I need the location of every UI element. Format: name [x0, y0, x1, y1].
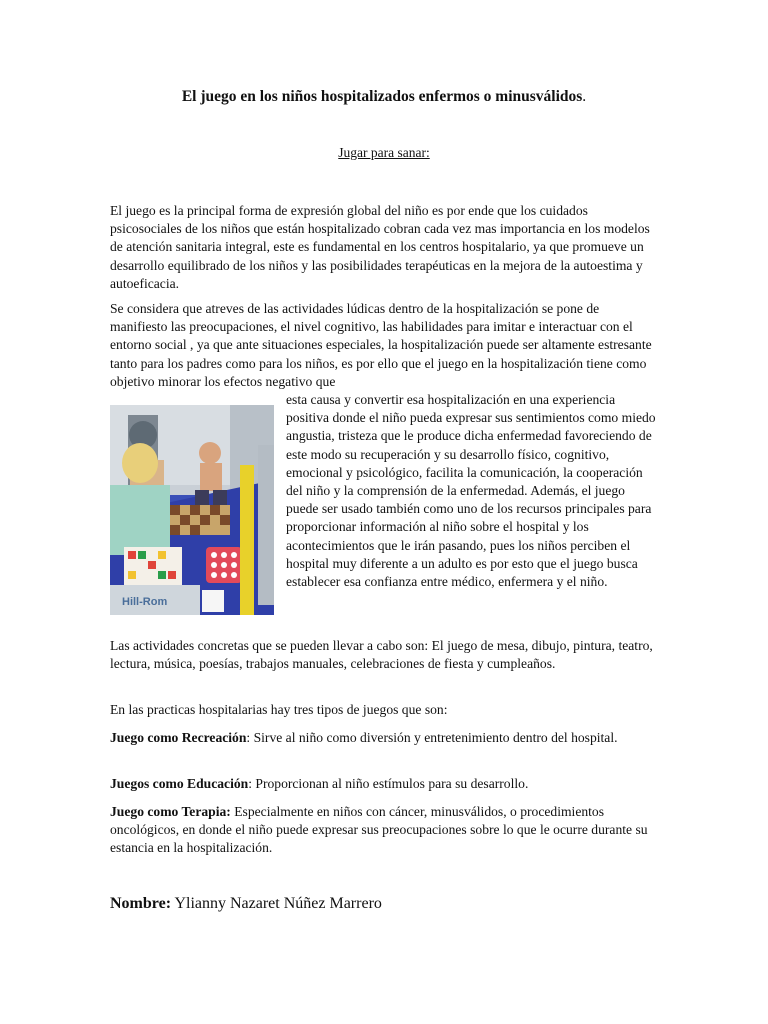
author-name: Nombre: Ylianny Nazaret Núñez Marrero [110, 895, 382, 912]
hospital-play-photo [110, 405, 274, 615]
type-desc: : Proporcionan al niño estímulos para su desarrollo. [248, 776, 529, 791]
document-title: El juego en los niños hospitalizados enfermos o minusválidos. [181, 88, 587, 105]
paragraph-activities-wrap: esta causa y convertir esa hospitalización en una experiencia positiva donde el niño pueda expresar sus sentimientos como miedo angustia, tristeza que le produce dicha enfermedad favoreciendo de este modo su recuperación y su desarrollo físico, cognitivo, emocional y psicológico, facilita la comunicación, la cooperación del niño y la comprensión de la enfermedad. Además, el juego puede ser usado también como uno de los recursos principales para proporcionar información al niño sobre el hospital y los acontecimientos que le irán pasando, pues los niños perciben el hospital muy diferente a un adulto es por esto que el juego busca establecer esa confianza entre médico, enfermera y el niño. [286, 392, 656, 590]
type-term: Juego como Terapia: [110, 804, 231, 819]
paragraph-intro: El juego es la principal forma de expresión global del niño es por ende que los cuidados psicosociales de los niños que están hospitalizado cobran cada vez mas importancia en los modelos de atención sanitaria integral, este es fundamental en los centros hospitalario, ya que promueve un desarrollo equilibrado de los niños y las posibilidades terapéuticas en la mejora de la autoestima y autoeficacia. [110, 203, 650, 291]
paragraph-types-intro: En las practicas hospitalarias hay tres tipos de juegos que son: [110, 702, 448, 717]
bed-brand-label: Hill-Rom [122, 596, 168, 608]
type-therapy [110, 803, 658, 858]
type-desc: Especialmente en niños con cáncer, minusválidos, o procedimientos oncológicos, en donde el niño puede expresar sus preocupaciones sobre lo que le ocurre durante su estancia en la hospitalización. [110, 804, 648, 856]
paragraph-activities-top: Se considera que atreves de las actividades lúdicas dentro de la hospitalización se pone de manifiesto las preocupaciones, el nivel cognitivo, las habilidades para imitar e interactuar con el entorno social , ya que ante situaciones especiales, la hospitalización puede ser altamente estresante tanto para los padres como para los niños, es por ello que el juego en la hospitalización tiene como objetivo minorar los efectos negativo que [110, 301, 652, 389]
type-term: Juego como Recreación [110, 730, 247, 745]
type-education [110, 775, 658, 793]
type-recreation [110, 729, 658, 747]
paragraph-concrete-activities: Las actividades concretas que se pueden llevar a cabo son: El juego de mesa, dibujo, pintura, teatro, lectura, música, poesías, trabajos manuales, celebraciones de fiesta y cumpleaños. [110, 638, 653, 672]
type-term: Juegos como Educación [110, 776, 249, 791]
type-desc: : Sirve al niño como diversión y entretenimiento dentro del hospital. [246, 730, 618, 745]
document-subtitle: Jugar para sanar: [338, 145, 430, 160]
